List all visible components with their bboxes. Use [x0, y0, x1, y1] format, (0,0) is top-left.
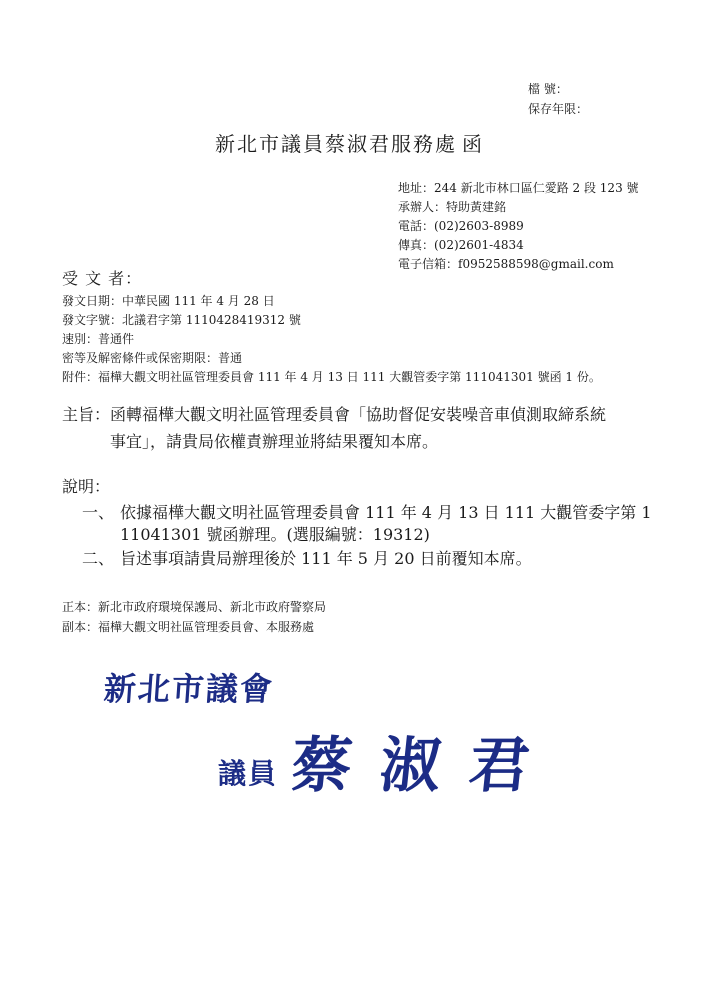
- document-type: 函: [462, 132, 484, 156]
- explanation-item-1-line-2: 11041301 號函辦理。(選服編號：19312): [120, 525, 430, 544]
- file-number-label: 檔 號：: [528, 82, 568, 96]
- security-level: 密等及解密條件或保密期限：普通: [62, 351, 243, 365]
- explanation-item-1-number: 一、: [82, 503, 115, 522]
- issue-date: 發文日期：中華民國 111 年 4 月 28 日: [62, 294, 275, 308]
- stamp-councillor-name: 蔡 淑 君: [287, 731, 537, 801]
- contact-handler: 承辦人：特助黃建銘: [398, 200, 507, 214]
- stamp-council-name: 新北市議會: [102, 670, 276, 708]
- contact-email: 電子信箱：f0952588598@gmail.com: [398, 257, 614, 271]
- contact-fax: 傳真：(02)2601-4834: [398, 238, 524, 252]
- explanation-item-2-line-1: 旨述事項請貴局辦理後於 111 年 5 月 20 日前覆知本席。: [120, 549, 532, 568]
- stamp-councillor-title: 議員: [218, 757, 279, 790]
- copy-recipients: 副本：福樺大觀文明社區管理委員會、本服務處: [62, 620, 315, 634]
- recipient-label: 受 文 者：: [62, 269, 143, 288]
- subject-line-2: 事宜」，請貴局依權責辦理並將結果覆知本席。: [110, 432, 439, 451]
- explanation-item-1-line-1: 依據福樺大觀文明社區管理委員會 111 年 4 月 13 日 111 大觀管委字第 1: [120, 503, 652, 522]
- explanation-item-2-number: 二、: [82, 549, 115, 568]
- attachment-note: 附件：福樺大觀文明社區管理委員會 111 年 4 月 13 日 111 大觀管委字第 111041301 號函 1 份。: [62, 370, 601, 384]
- document-title: 新北市議員蔡淑君服務處: [215, 132, 457, 156]
- explanation-heading: 說明：: [62, 477, 111, 496]
- contact-phone: 電話：(02)2603-8989: [398, 219, 524, 233]
- subject-line-1: 主旨：函轉福樺大觀文明社區管理委員會「協助督促安裝噪音車偵測取締系統: [62, 405, 607, 424]
- contact-address: 地址：244 新北市林口區仁愛路 2 段 123 號: [398, 181, 639, 195]
- primary-recipients: 正本：新北市政府環境保護局、新北市政府警察局: [62, 600, 327, 614]
- document-number: 發文字號：北議君字第 1110428419312 號: [62, 313, 301, 327]
- delivery-speed: 速別：普通件: [62, 332, 135, 346]
- retention-period-label: 保存年限：: [528, 102, 589, 116]
